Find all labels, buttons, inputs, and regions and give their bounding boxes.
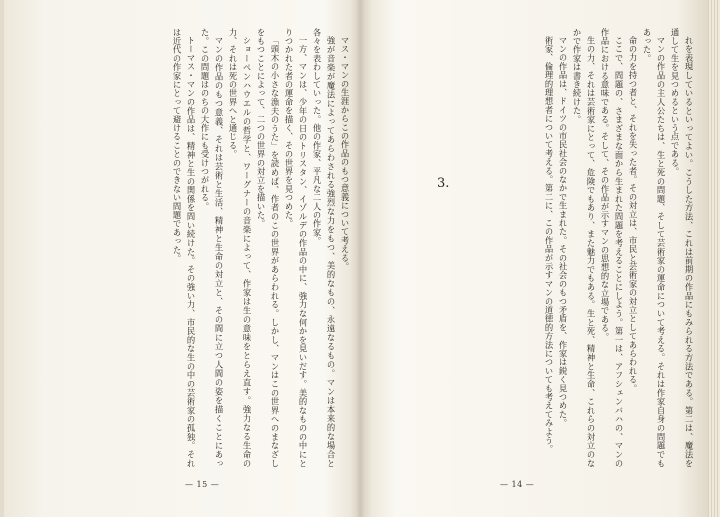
page-number-left: — 15 — (185, 480, 220, 489)
right-paragraph: 命の力を持つ者と、それを失った者。その対立は、市民と芸術家の対立としてあらわれる。 (628, 36, 638, 393)
right-paragraph: れを表現しているといってよい。こうした方法、これは前期の作品にもみられる方法である。第二は、魔法を通して生を見つめるという点である。 (670, 28, 694, 468)
right-paragraph: 術家、倫理的理想者について考える。第二に、この作品が示すマンの道徳的方法についても考えてみよう。 (544, 36, 554, 454)
page-number-right: — 14 — (500, 480, 535, 489)
left-paragraph: ショーペンハウエルの哲学と、ワーグナーの音楽によって、作家は生の意味をとらえ直す。強力なる生命の力、それは死の世界へと通じる。 (228, 28, 252, 468)
right-paragraph: 生の力、それは芸術家にとって、危険でもあり、また魅力でもある。生と死、精神と生命、これらの対立のなかで作家は書き続けた。 (572, 28, 596, 468)
section-number: 3. (437, 176, 450, 191)
right-paragraph: ここで、問題の、さまざまな面から生まれた問題を考えることにしよう。第一は、アフシェンバハの、マンの作品における意味である。そして、その作品が示すマンの思想的な立場である。 (600, 28, 624, 468)
left-page (40, 28, 352, 468)
left-paragraph: 一方、マンは、少年の日のトリスタン、イゾルデの作品の中に、強力な何かを見いだす。美的なものの中にとりつかれた者の運命を描く、その世界を見つめた。 (284, 28, 308, 468)
right-paragraph: マンの作品の主人公たちは、生と死の問題、そして芸術家の運命について考える。それは作家自身の問題でもあった。 (642, 28, 666, 468)
page-edge-left (0, 0, 4, 517)
right-page-text (380, 28, 696, 468)
left-paragraph: 強が音楽が魔法によってあらわされる強烈な力をもつ、美的なもの、永遠なるもの。マンは本来的な場合と各々を表わしていった。他の作家、平凡な二人の作家。 (312, 28, 336, 468)
right-paragraph: マンの作品は、ドイツの市民社会のなかで生まれた。その社会のもつ矛盾を、作家は鋭く見つめた。 (558, 36, 568, 428)
left-paragraph: 「頭木の小さな漁夫のうた」を読めば、作者のこの世界があらわれる。しかし、マンはこの世界へのまなざしをもつことによって、二つの世界の対立を描いた。 (256, 28, 280, 468)
left-paragraph: マンの作品のもつ意義、それは芸術と生活、精神と生命の対立と、その間に立つ人間の姿を描くことにあった。この問題はのちの大作にも受けつがれる。 (200, 28, 224, 468)
left-paragraph: マス・マンの生涯からこの作品のもつ意義について考える。 (340, 36, 350, 272)
right-page (380, 28, 696, 468)
gutter-shadow (350, 0, 372, 517)
left-paragraph: トーマス・マンの作品は、精神と生の関係を問い続けた。その強い力、市民的な生の中の芸術家の孤独。それは近代の作家にとって避けることのできない問題であった。 (172, 28, 196, 468)
page-edge-right (708, 0, 720, 517)
left-page-text (40, 28, 352, 468)
